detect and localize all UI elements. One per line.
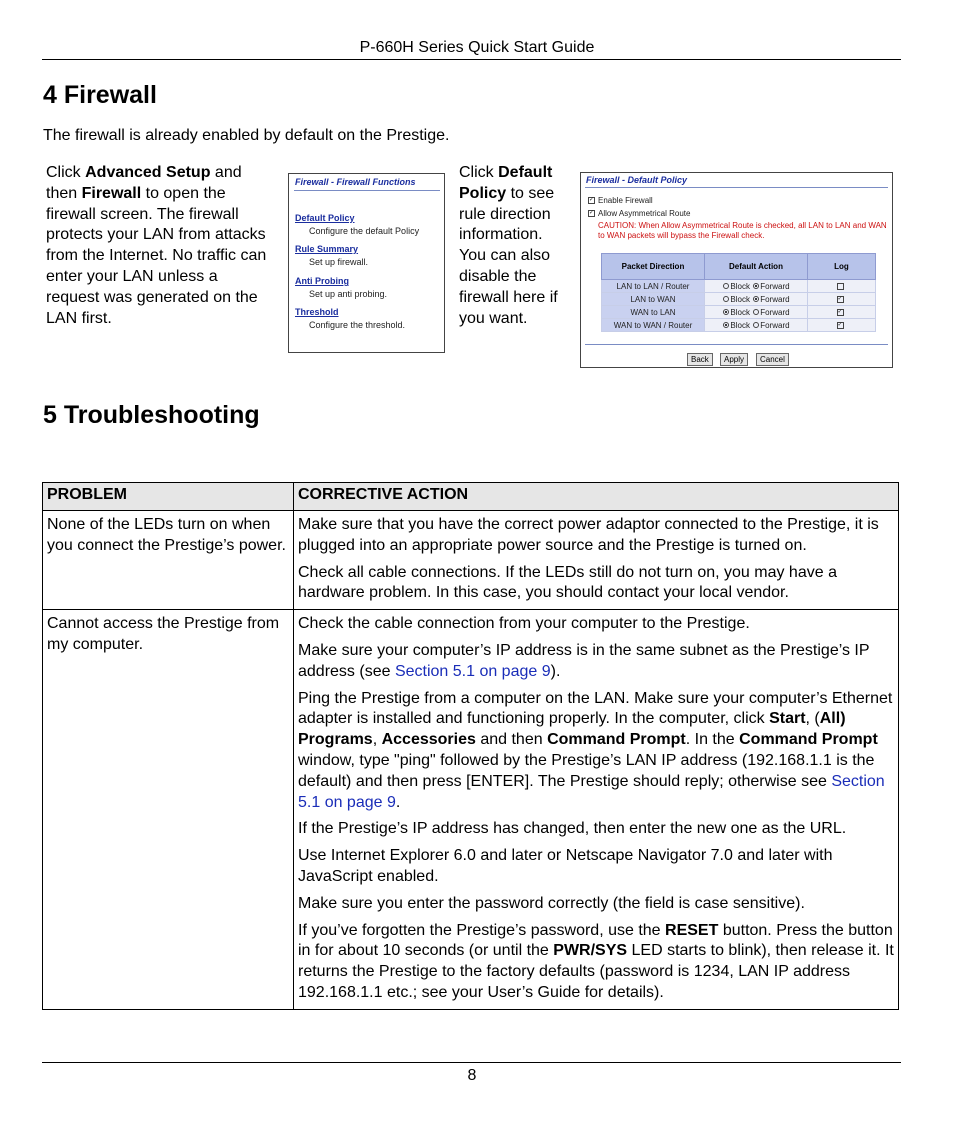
firewall-functions-screenshot (288, 173, 445, 353)
action-text: If you’ve forgotten the Prestige’s password, use the RESET button. Press the button in for about 10 seconds (or until the PWR/SYS LED starts to blink), then release it. It returns the Prestige to the factory defaults (password is 1234, LAN IP address 192.168.1.1 etc.; see your User’s Guide for details). (298, 921, 894, 1001)
anti-probing-desc: Set up anti probing. (309, 289, 388, 299)
forward-radio[interactable] (753, 296, 759, 302)
action-text: Make sure your computer’s IP address is in the same subnet as the Prestige’s IP address (see Section 5.1 on page 9). (298, 641, 870, 680)
problem-cell: None of the LEDs turn on when you connect the Prestige’s power. (43, 511, 294, 610)
action-cell (294, 511, 899, 610)
firewall-heading: 4 Firewall (43, 81, 157, 109)
col-problem: PROBLEM (43, 483, 294, 511)
col-packet-direction: Packet Direction (602, 254, 705, 280)
rule-summary-link[interactable]: Rule Summary (295, 244, 359, 254)
divider (294, 190, 440, 191)
packet-direction-cell: LAN to LAN / Router (602, 280, 705, 293)
default-policy-desc: Configure the default Policy (309, 226, 420, 236)
page-number: 8 (467, 1067, 477, 1084)
action-text: Ping the Prestige from a computer on the LAN. Make sure your computer’s Ethernet adapter is installed and functioning properly. In the computer, click Start, (All) Programs, Accessories and then Command Prompt. In the Command Prompt window, type "ping" followed by the Prestige’s LAN IP address (192.168.1.1 is the default) and then press [ENTER]. The Prestige should reply; otherwise see Section 5.1 on page 9. (298, 689, 893, 811)
default-action-cell: Block Forward (705, 319, 808, 332)
firewall-left-paragraph: Click Advanced Setup and then Firewall to open the firewall screen. The firewall protects your LAN from attacks from the Internet. No traffic can enter your LAN unless a request was generated on the LAN first. (46, 164, 267, 327)
screenshot-title: Firewall - Firewall Functions (295, 177, 416, 187)
default-policy-screenshot (580, 172, 893, 368)
action-text: Make sure that you have the correct power adaptor connected to the Prestige, it is plugged into an appropriate power source and the Prestige is turned on. (298, 516, 879, 554)
block-radio[interactable] (723, 296, 729, 302)
divider (585, 187, 888, 188)
section-link[interactable]: Section 5.1 on page 9 (394, 662, 551, 680)
action-text: Check the cable connection from your computer to the Prestige. (298, 615, 750, 633)
log-cell (808, 306, 876, 319)
troubleshooting-table (42, 482, 899, 1010)
threshold-link[interactable]: Threshold (295, 307, 339, 317)
table-row (43, 610, 899, 1010)
col-log: Log (808, 254, 876, 280)
log-cell (808, 293, 876, 306)
header-rule (42, 59, 901, 60)
default-action-cell: Block Forward (705, 280, 808, 293)
forward-radio[interactable] (753, 283, 759, 289)
enable-firewall-checkbox[interactable]: ✓ (589, 197, 595, 204)
firewall-right-paragraph: Click Default Policy to see rule direction information. You can also disable the firewall here if you want. (459, 164, 558, 327)
enable-firewall-option[interactable]: ✓ Enable Firewall (589, 196, 653, 205)
footer-rule (42, 1062, 901, 1063)
asymmetrical-route-option[interactable]: ✓ Allow Asymmetrical Route (589, 209, 691, 218)
asymmetrical-route-checkbox[interactable]: ✓ (589, 210, 595, 217)
table-row (43, 511, 899, 610)
block-radio[interactable] (723, 322, 729, 328)
log-checkbox[interactable]: ✓ (837, 295, 843, 302)
block-radio[interactable] (723, 309, 729, 315)
screenshot-title: Firewall - Default Policy (586, 175, 688, 185)
threshold-desc: Configure the threshold. (309, 320, 406, 330)
action-cell (294, 610, 899, 1010)
cancel-button[interactable]: Cancel (756, 353, 789, 366)
col-default-action: Default Action (705, 254, 808, 280)
forward-radio[interactable] (753, 309, 759, 315)
problem-cell: Cannot access the Prestige from my computer. (43, 610, 294, 1010)
anti-probing-link[interactable]: Anti Probing (295, 276, 349, 286)
apply-button[interactable]: Apply (720, 353, 748, 366)
policy-row (602, 319, 876, 332)
log-checkbox[interactable]: ✓ (837, 308, 843, 315)
back-button[interactable]: Back (687, 353, 713, 366)
log-cell (808, 319, 876, 332)
log-cell (808, 280, 876, 293)
firewall-intro: The firewall is already enabled by default on the Prestige. (43, 127, 450, 144)
policy-row (602, 306, 876, 319)
default-policy-table (601, 253, 876, 332)
log-checkbox[interactable]: ✓ (837, 321, 843, 328)
action-text: Check all cable connections. If the LEDs still do not turn on, you may have a hardware problem. In this case, you should contact your local vendor. (298, 563, 837, 602)
action-text: If the Prestige’s IP address has changed, then enter the new one as the URL. (298, 820, 847, 838)
rule-summary-desc: Set up firewall. (309, 257, 369, 267)
default-action-cell: Block Forward (705, 306, 808, 319)
policy-row (602, 293, 876, 306)
page-header-title: P-660H Series Quick Start Guide (359, 39, 595, 56)
packet-direction-cell: WAN to WAN / Router (602, 319, 705, 332)
packet-direction-cell: WAN to LAN (602, 306, 705, 319)
section-link[interactable]: Section 5.1 on page 9 (298, 772, 885, 811)
action-text: Make sure you enter the password correctly (the field is case sensitive). (298, 894, 805, 912)
policy-row (602, 280, 876, 293)
packet-direction-cell: LAN to WAN (602, 293, 705, 306)
forward-radio[interactable] (753, 322, 759, 328)
caution-text: CAUTION: When Allow Asymmetrical Route is checked, all LAN to LAN and WAN to WAN packets will bypass the Firewall check. (598, 221, 887, 240)
divider (585, 344, 888, 345)
default-action-cell: Block Forward (705, 293, 808, 306)
col-corrective-action: CORRECTIVE ACTION (294, 483, 899, 511)
action-text: Use Internet Explorer 6.0 and later or Netscape Navigator 7.0 and later with JavaScript enabled. (298, 847, 833, 885)
log-checkbox[interactable] (837, 283, 844, 290)
troubleshooting-heading: 5 Troubleshooting (43, 401, 260, 429)
block-radio[interactable] (723, 283, 729, 289)
default-policy-link[interactable]: Default Policy (295, 213, 355, 223)
